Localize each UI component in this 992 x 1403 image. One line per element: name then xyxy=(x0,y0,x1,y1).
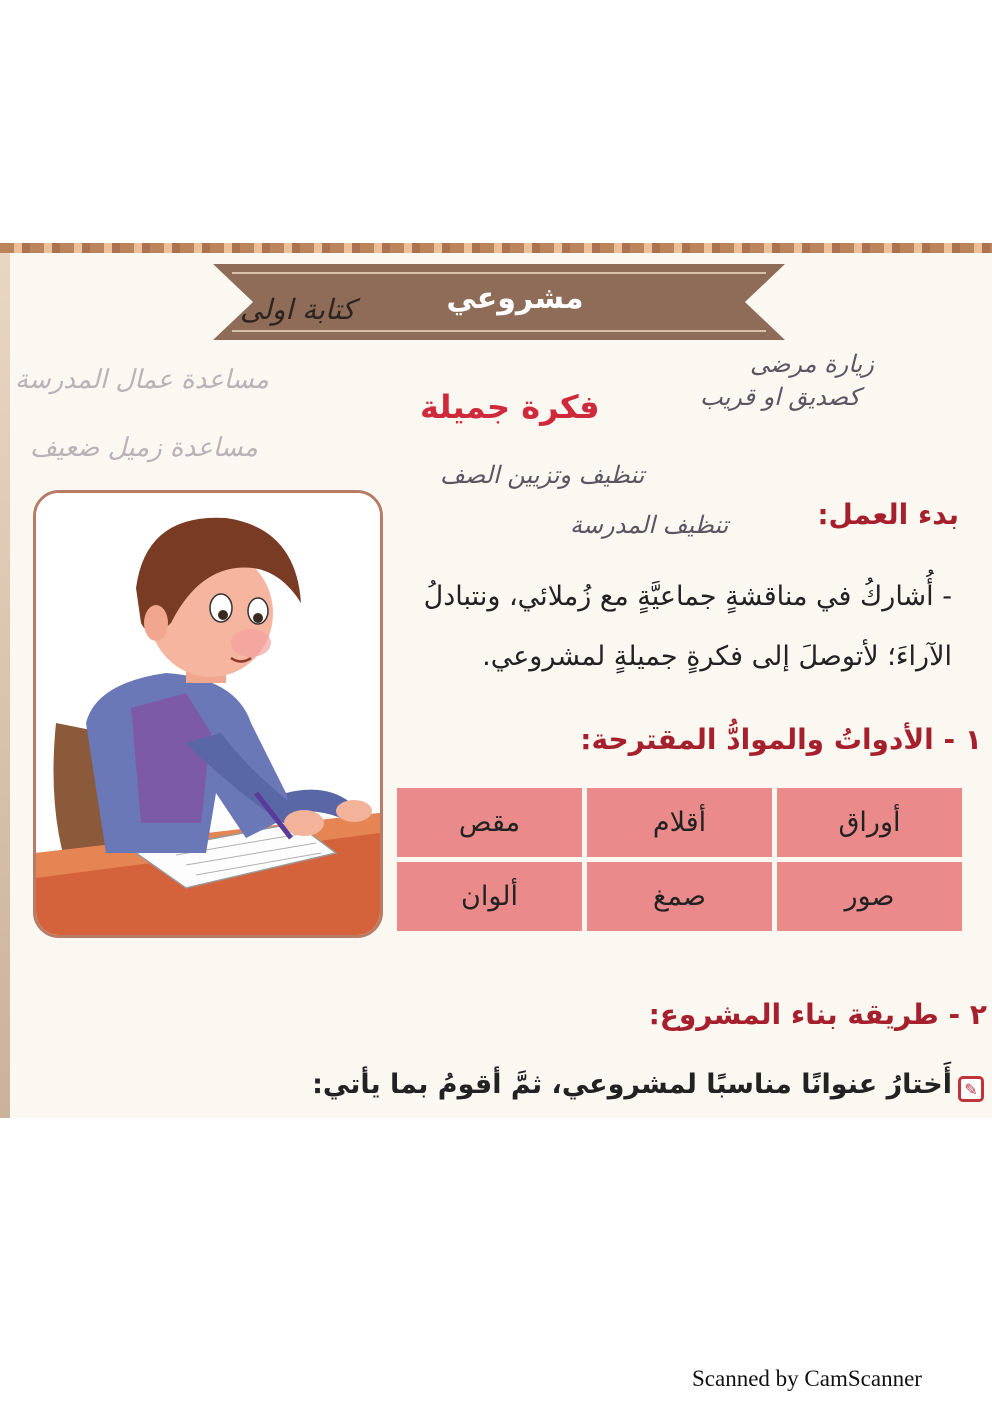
start-work-label: بدء العمل: xyxy=(817,498,959,531)
material-cell: أقلام xyxy=(587,788,772,857)
boy-writing-illustration xyxy=(33,490,383,938)
material-cell: ألوان xyxy=(397,862,582,931)
section-title-method: ٢ - طريقة بناء المشروع: xyxy=(648,998,987,1031)
scanner-watermark: Scanned by CamScanner xyxy=(692,1366,922,1391)
instruction-text: أَختارُ عنوانًا مناسبًا لمشروعي، ثمَّ أقومُ بما يأتي: xyxy=(312,1069,952,1100)
page-subtitle: فكرة جميلة xyxy=(420,388,600,426)
handwritten-note: مساعدة عمال المدرسة xyxy=(15,365,269,395)
handwritten-note: زيارة مرضى xyxy=(750,350,874,378)
paragraph-line: - أُشاركُ في مناقشةٍ جماعيَّةٍ مع زُملائي، ونتبادلُ xyxy=(423,581,952,612)
banner-handwriting: كتابة اولى xyxy=(240,293,356,326)
page-edge xyxy=(0,253,10,1118)
paragraph-line: الآراءَ؛ لأتوصلَ إلى فكرةٍ جميلةٍ لمشروعي. xyxy=(482,641,952,672)
section-title-materials: ١ - الأدواتُ والموادُّ المقترحة: xyxy=(580,723,982,756)
material-cell: مقص xyxy=(397,788,582,857)
handwritten-note: مساعدة زميل ضعيف xyxy=(30,433,258,463)
material-cell: أوراق xyxy=(777,788,962,857)
material-cell: صور xyxy=(777,862,962,931)
handwritten-note: تنظيف المدرسة xyxy=(570,511,729,539)
textbook-page xyxy=(0,243,992,1118)
banner-title: مشروعي xyxy=(446,281,584,316)
checkbox-icon: ✎ xyxy=(958,1076,984,1102)
handwritten-note: تنظيف وتزيين الصف xyxy=(440,461,645,489)
decorative-border xyxy=(0,243,992,253)
materials-table xyxy=(397,788,962,931)
material-cell: صمغ xyxy=(587,862,772,931)
handwritten-note: كصديق او قريب xyxy=(700,383,861,411)
boy-writing-drawing xyxy=(36,493,380,935)
